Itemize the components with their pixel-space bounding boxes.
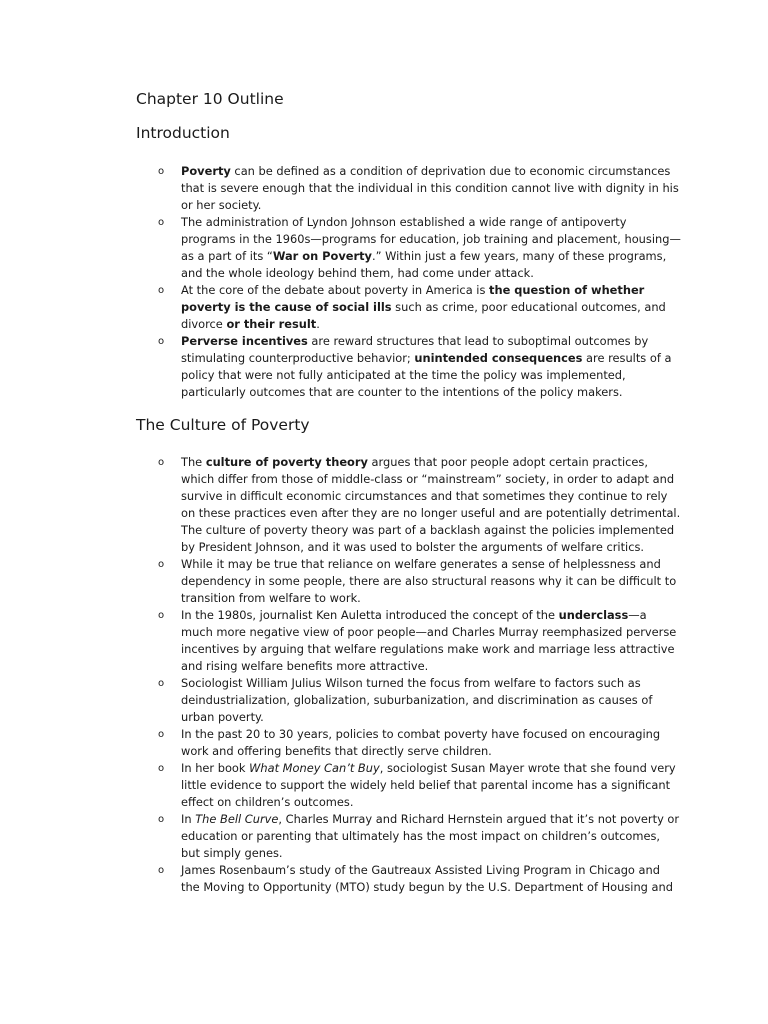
bold-term: or their result xyxy=(226,317,317,331)
text-run: , sociologist Susan Mayer wrote that she found very little evidence to support the widely held belief that parental income has a significant effect on children’s outcomes. xyxy=(181,761,676,809)
list-item xyxy=(0,214,681,282)
text-run: In her book xyxy=(181,761,250,775)
section-heading-introduction: Introduction xyxy=(136,124,230,142)
bold-term: War on Poverty xyxy=(272,249,372,263)
text-run: such as crime, poor educational outcomes, and divorce xyxy=(181,300,666,331)
bold-term: Perverse incentives xyxy=(181,334,308,348)
list-item xyxy=(0,726,681,760)
page-title: Chapter 10 Outline xyxy=(136,90,284,108)
text-run: At the core of the debate about poverty in America is xyxy=(181,283,490,297)
bullet-marker: o xyxy=(158,559,165,570)
list-item xyxy=(0,163,681,214)
bullet-marker: o xyxy=(158,457,165,468)
text-run: .” Within just a few years, many of these programs, and the whole ideology behind them, had come under attack. xyxy=(181,249,667,280)
text-run: are results of a policy that were not fully anticipated at the time the policy was implemented, particularly outcomes that are counter to the intentions of the policy makers. xyxy=(181,351,672,399)
text-run: In the past 20 to 30 years, policies to combat poverty have focused on encouraging work and offering benefits that directly serve children. xyxy=(181,727,661,758)
text-run: In the 1980s, journalist Ken Auletta introduced the concept of the xyxy=(181,608,559,622)
text-run: In xyxy=(181,812,196,826)
bold-term: unintended consequences xyxy=(414,351,583,365)
section-heading-culture-of-poverty: The Culture of Poverty xyxy=(136,416,310,434)
bullet-marker: o xyxy=(158,763,165,774)
text-run: are reward structures that lead to suboptimal outcomes by stimulating counterproductive behavior; xyxy=(181,334,649,365)
text-run: While it may be true that reliance on welfare generates a sense of helplessness and dependency in some people, there are also structural reasons why it can be difficult to transition from welfare to work. xyxy=(181,557,677,605)
list-item xyxy=(0,811,681,862)
list-item xyxy=(0,760,681,811)
list-item xyxy=(0,282,681,333)
bullet-marker: o xyxy=(158,610,165,621)
bullet-marker: o xyxy=(158,865,165,876)
text-run: The administration of Lyndon Johnson established a wide range of antipoverty programs in the 1960s—programs for education, job training and placement, housing—as a part of its “ xyxy=(181,215,681,263)
list-item xyxy=(0,454,681,556)
bullet-marker: o xyxy=(158,217,165,228)
text-run: , Charles Murray and Richard Hernstein argued that it’s not poverty or education or parenting that ultimately has the most impact on children’s outcomes, but simply genes. xyxy=(181,812,680,860)
list-item xyxy=(0,333,681,401)
bullet-marker: o xyxy=(158,285,165,296)
bullet-marker: o xyxy=(158,814,165,825)
list-item xyxy=(0,675,681,726)
text-run: can be defined as a condition of deprivation due to economic circumstances that is severe enough that the individual in this condition cannot live with dignity in his or her society. xyxy=(181,164,679,212)
bullet-list-introduction xyxy=(0,163,768,401)
bullet-list-culture-of-poverty xyxy=(0,454,768,896)
bullet-marker: o xyxy=(158,678,165,689)
bold-term: culture of poverty theory xyxy=(205,455,368,469)
list-item xyxy=(0,556,681,607)
italic-title: The Bell Curve xyxy=(195,812,279,826)
text-run: The xyxy=(181,455,206,469)
italic-title: What Money Can’t Buy xyxy=(249,761,380,775)
bullet-marker: o xyxy=(158,729,165,740)
text-run: . xyxy=(316,317,320,331)
list-item xyxy=(0,607,681,675)
bold-term: the question of whether poverty is the cause of social ills xyxy=(181,283,645,314)
text-run: —a much more negative view of poor people—and Charles Murray reemphasized perverse incentives by arguing that welfare regulations make work and marriage less attractive and rising welfare benefits more attractive. xyxy=(181,608,677,673)
text-run: argues that poor people adopt certain practices, which differ from those of middle-class or “mainstream” society, in order to adapt and survive in difficult economic circumstances and that sometimes they continue to rely on these practices even after they are no longer useful and are potentially detrimental. The culture of poverty theory was part of a backlash against the policies implemented by President Johnson, and it was used to bolster the arguments of welfare critics. xyxy=(181,455,681,554)
text-run: James Rosenbaum’s study of the Gautreaux Assisted Living Program in Chicago and the Moving to Opportunity (MTO) study begun by the U.S. Department of Housing and xyxy=(181,863,673,894)
text-run: Sociologist William Julius Wilson turned the focus from welfare to factors such as deindustrialization, globalization, suburbanization, and discrimination as causes of urban poverty. xyxy=(181,676,653,724)
bold-term: underclass xyxy=(558,608,629,622)
list-item xyxy=(0,862,681,896)
bold-term: Poverty xyxy=(181,164,231,178)
bullet-marker: o xyxy=(158,166,165,177)
bullet-marker: o xyxy=(158,336,165,347)
